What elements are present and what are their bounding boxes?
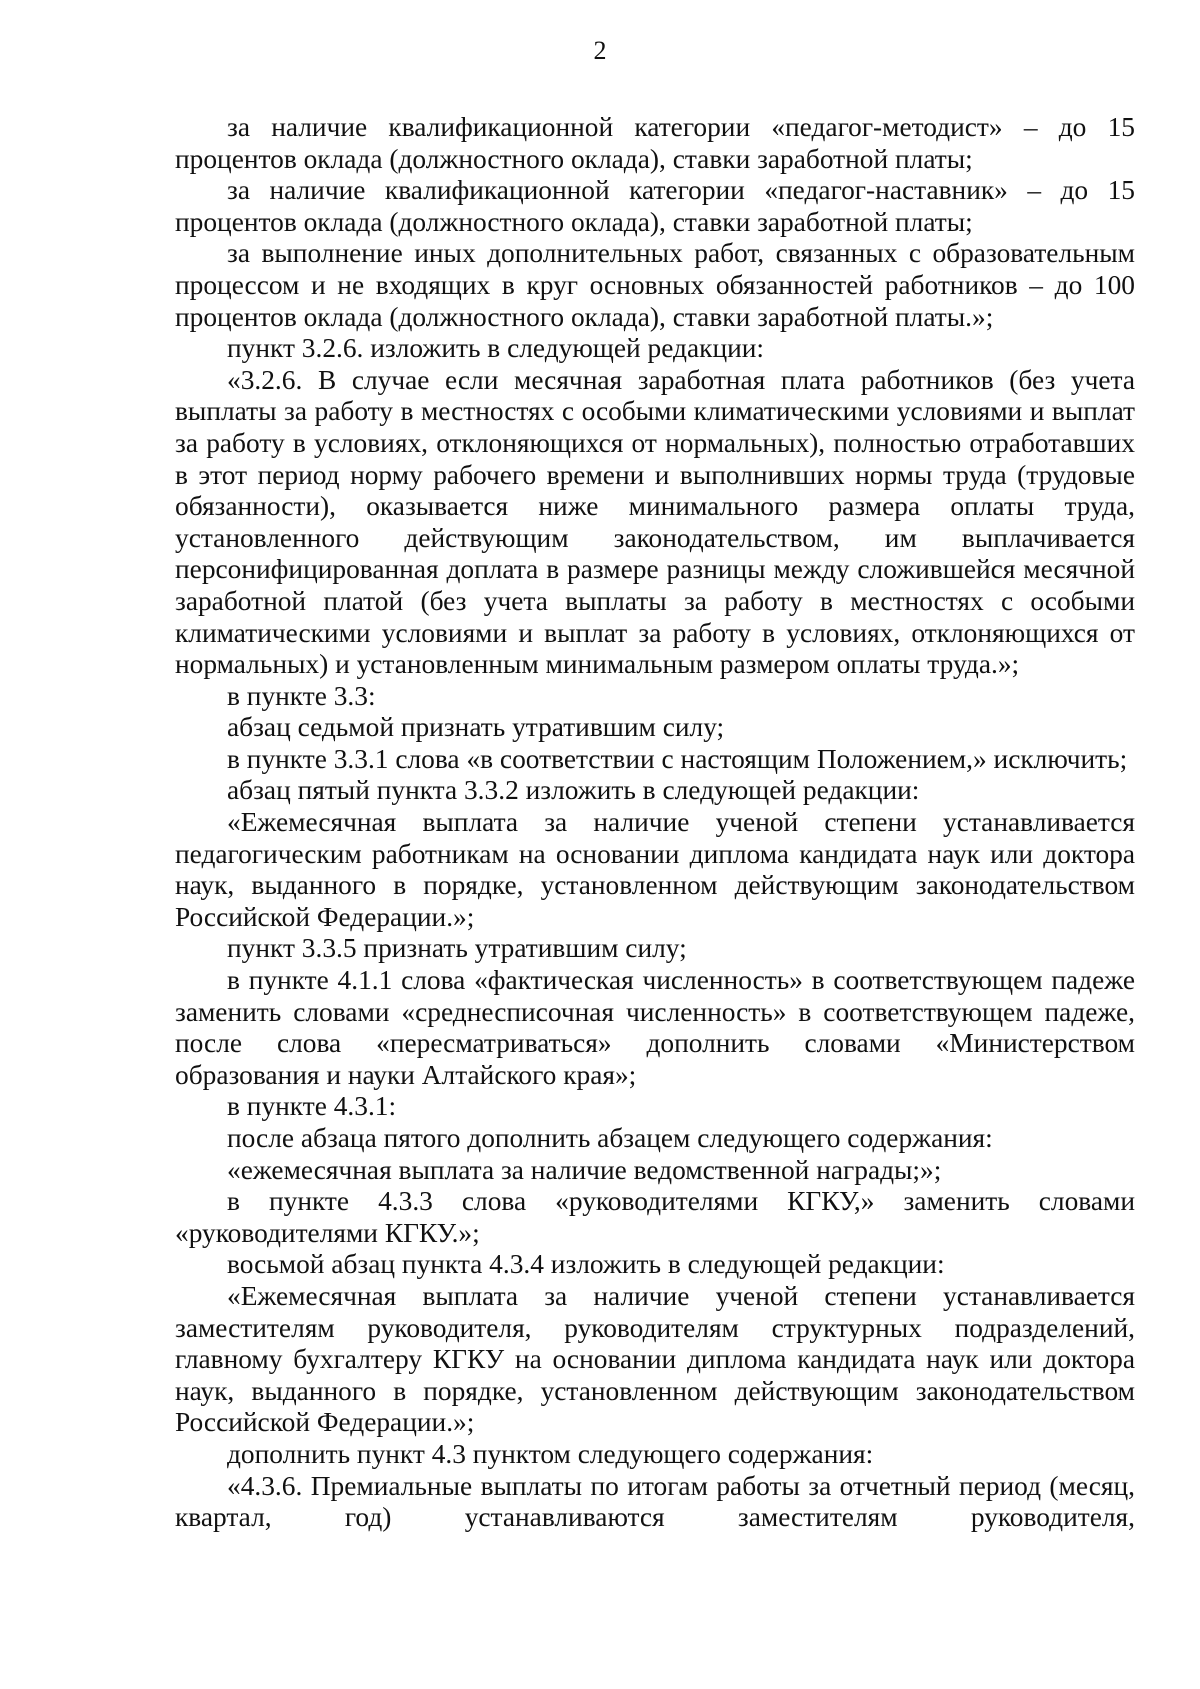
paragraph: пункт 3.3.5 признать утратившим силу; bbox=[227, 933, 687, 964]
paragraph: «Ежемесячная выплата за наличие ученой степени устанавливается педагогическим работникам на основании диплома кандидата наук или доктора наук, выданного в порядке, установленном действующим законодательством Российской Федерации.»; bbox=[175, 807, 1135, 932]
paragraph: после абзаца пятого дополнить абзацем следующего содержания: bbox=[227, 1123, 993, 1153]
paragraph-continued: «4.3.6. Премиальные выплаты по итогам работы за отчетный период (месяц, квартал, год) устанавливаются заместителям руководителя, bbox=[175, 1470, 1135, 1533]
paragraph: восьмой абзац пункта 4.3.4 изложить в следующей редакции: bbox=[227, 1249, 945, 1280]
document-body bbox=[175, 112, 1135, 1534]
paragraph: абзац пятый пункта 3.3.2 изложить в следующей редакции: bbox=[227, 775, 920, 806]
paragraph: в пункте 3.3.1 слова «в соответствии с настоящим Положением,» исключить; bbox=[227, 743, 1128, 774]
paragraph: пункт 3.2.6. изложить в следующей редакции: bbox=[227, 333, 765, 364]
paragraph: «ежемесячная выплата за наличие ведомственной награды;»; bbox=[227, 1154, 942, 1185]
page-number: 2 bbox=[593, 36, 607, 65]
paragraph: дополнить пункт 4.3 пунктом следующего содержания: bbox=[227, 1438, 874, 1469]
paragraph: за наличие квалификационной категории «педагог-наставник» – до 15 процентов оклада (должностного оклада), ставки заработной платы; bbox=[175, 175, 1135, 237]
paragraph: в пункте 4.3.3 слова «руководителями КГКУ,» заменить словами «руководителями КГКУ.»; bbox=[175, 1186, 1135, 1248]
paragraph: «3.2.6. В случае если месячная заработная плата работников (без учета выплаты за работу в местностях с особыми климатическими условиями и выплат за работу в условиях, отклоняющихся от нормальных), полностью отработавших в этот период норму рабочего времени и выполнивших нормы труда (трудовые обязанности), оказывается ниже минимального размера оплаты труда, установленного действующим законодательством, им выплачивается персонифицированная доплата в размере разницы между сложившейся месячной заработной платой (без учета выплаты за работу в местностях с особыми климатическими условиями и выплат за работу в условиях, отклоняющихся от нормальных) и установленным минимальным размером оплаты труда.»; bbox=[175, 364, 1135, 680]
paragraph: в пункте 3.3: bbox=[227, 680, 376, 711]
paragraph: в пункте 4.1.1 слова «фактическая численность» в соответствующем падеже заменить словами «среднесписочная численность» в соответствующем падеже, после слова «пересматриваться» дополнить словами «Министерством образования и науки Алтайского края»; bbox=[175, 965, 1135, 1090]
paragraph: абзац седьмой признать утратившим силу; bbox=[227, 712, 725, 743]
paragraph: за наличие квалификационной категории «педагог-методист» – до 15 процентов оклада (должностного оклада), ставки заработной платы; bbox=[175, 112, 1135, 174]
paragraph: в пункте 4.3.1: bbox=[227, 1091, 397, 1122]
paragraph: за выполнение иных дополнительных работ, связанных с образовательным процессом и не входящих в круг основных обязанностей работников – до 100 процентов оклада (должностного оклада), ставки заработной платы.»; bbox=[175, 238, 1135, 332]
paragraph: «Ежемесячная выплата за наличие ученой степени устанавливается заместителям руководителя, руководителям структурных подразделений, главному бухгалтеру КГКУ на основании диплома кандидата наук или доктора наук, выданного в порядке, установленном действующим законодательством Российской Федерации.»; bbox=[175, 1280, 1135, 1438]
